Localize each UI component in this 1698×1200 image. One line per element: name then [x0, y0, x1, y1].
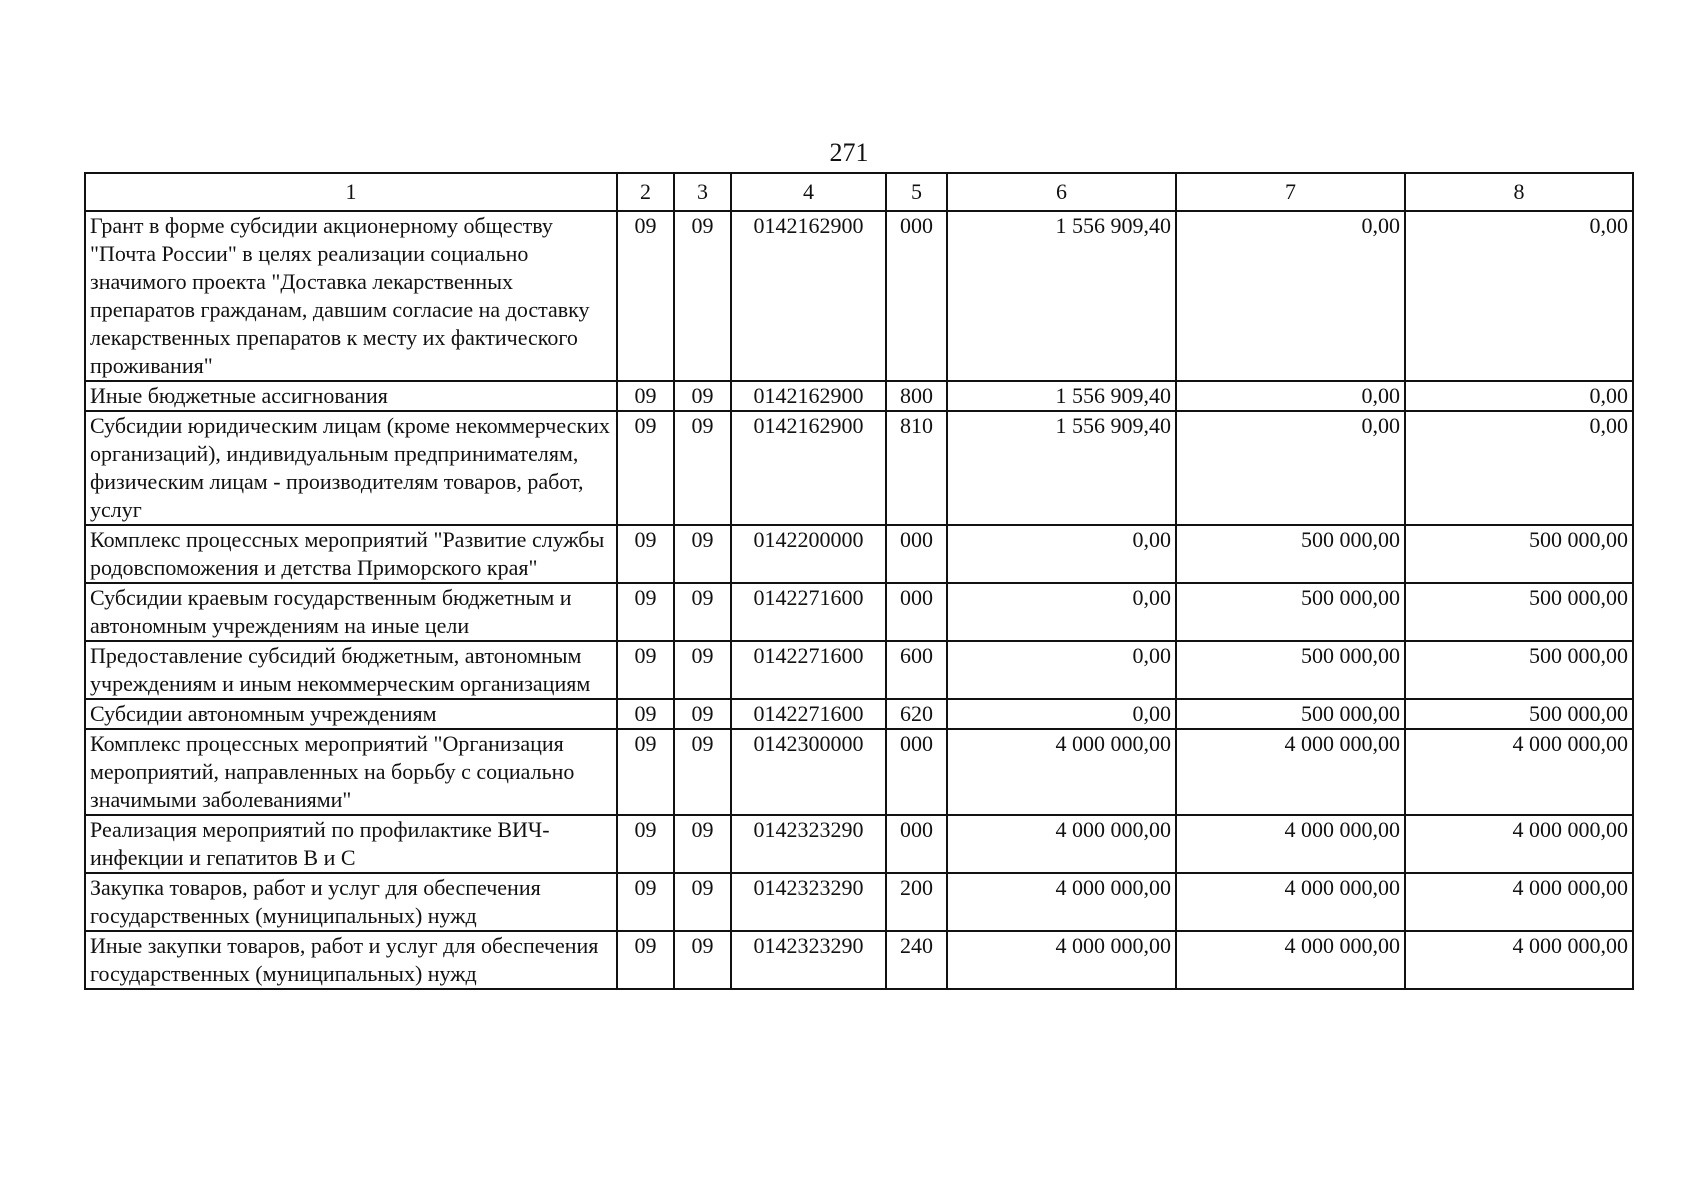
column-header-1: 1 [85, 173, 617, 211]
amount-col-6: 0,00 [947, 583, 1176, 641]
target-article-code: 0142162900 [731, 211, 886, 381]
expense-type-code: 600 [886, 641, 947, 699]
section-code: 09 [617, 873, 674, 931]
amount-col-7: 4 000 000,00 [1176, 815, 1405, 873]
subsection-code: 09 [674, 699, 731, 729]
target-article-code: 0142323290 [731, 931, 886, 989]
expense-type-code: 240 [886, 931, 947, 989]
section-code: 09 [617, 211, 674, 381]
section-code: 09 [617, 381, 674, 411]
amount-col-7: 4 000 000,00 [1176, 931, 1405, 989]
row-name: Иные бюджетные ассигнования [85, 381, 617, 411]
row-name: Закупка товаров, работ и услуг для обеспечения государственных (муниципальных) нужд [85, 873, 617, 931]
column-header-3: 3 [674, 173, 731, 211]
amount-col-8: 4 000 000,00 [1405, 931, 1633, 989]
subsection-code: 09 [674, 641, 731, 699]
amount-col-8: 4 000 000,00 [1405, 873, 1633, 931]
target-article-code: 0142271600 [731, 583, 886, 641]
table-row [85, 815, 1633, 873]
expense-type-code: 800 [886, 381, 947, 411]
section-code: 09 [617, 583, 674, 641]
amount-col-7: 500 000,00 [1176, 641, 1405, 699]
amount-col-7: 500 000,00 [1176, 699, 1405, 729]
table-row [85, 381, 1633, 411]
amount-col-6: 4 000 000,00 [947, 873, 1176, 931]
amount-col-6: 4 000 000,00 [947, 815, 1176, 873]
amount-col-8: 4 000 000,00 [1405, 729, 1633, 815]
amount-col-7: 0,00 [1176, 211, 1405, 381]
amount-col-8: 500 000,00 [1405, 525, 1633, 583]
expense-type-code: 000 [886, 211, 947, 381]
expense-type-code: 000 [886, 583, 947, 641]
section-code: 09 [617, 699, 674, 729]
subsection-code: 09 [674, 381, 731, 411]
amount-col-7: 500 000,00 [1176, 583, 1405, 641]
target-article-code: 0142271600 [731, 641, 886, 699]
amount-col-6: 0,00 [947, 525, 1176, 583]
amount-col-6: 1 556 909,40 [947, 411, 1176, 525]
subsection-code: 09 [674, 873, 731, 931]
table-row [85, 525, 1633, 583]
column-header-5: 5 [886, 173, 947, 211]
section-code: 09 [617, 641, 674, 699]
header-row [85, 173, 1633, 211]
target-article-code: 0142323290 [731, 815, 886, 873]
column-header-4: 4 [731, 173, 886, 211]
target-article-code: 0142162900 [731, 381, 886, 411]
page-number: 271 [829, 138, 869, 167]
target-article-code: 0142300000 [731, 729, 886, 815]
column-header-2: 2 [617, 173, 674, 211]
subsection-code: 09 [674, 583, 731, 641]
table-row [85, 411, 1633, 525]
table-row [85, 729, 1633, 815]
amount-col-8: 0,00 [1405, 211, 1633, 381]
amount-col-8: 500 000,00 [1405, 699, 1633, 729]
column-header-8: 8 [1405, 173, 1633, 211]
row-name: Иные закупки товаров, работ и услуг для обеспечения государственных (муниципальных) нужд [85, 931, 617, 989]
row-name: Предоставление субсидий бюджетным, автономным учреждениям и иным некоммерческим организациям [85, 641, 617, 699]
expense-type-code: 810 [886, 411, 947, 525]
subsection-code: 09 [674, 411, 731, 525]
table-row [85, 931, 1633, 989]
amount-col-8: 0,00 [1405, 411, 1633, 525]
amount-col-7: 4 000 000,00 [1176, 873, 1405, 931]
section-code: 09 [617, 525, 674, 583]
amount-col-7: 0,00 [1176, 411, 1405, 525]
section-code: 09 [617, 931, 674, 989]
expense-type-code: 000 [886, 525, 947, 583]
row-name: Субсидии автономным учреждениям [85, 699, 617, 729]
target-article-code: 0142271600 [731, 699, 886, 729]
subsection-code: 09 [674, 931, 731, 989]
amount-col-7: 500 000,00 [1176, 525, 1405, 583]
expense-type-code: 000 [886, 729, 947, 815]
row-name: Субсидии краевым государственным бюджетным и автономным учреждениям на иные цели [85, 583, 617, 641]
target-article-code: 0142162900 [731, 411, 886, 525]
amount-col-8: 500 000,00 [1405, 583, 1633, 641]
subsection-code: 09 [674, 729, 731, 815]
amount-col-6: 4 000 000,00 [947, 931, 1176, 989]
section-code: 09 [617, 729, 674, 815]
expense-type-code: 000 [886, 815, 947, 873]
row-name: Комплекс процессных мероприятий "Развитие службы родовспоможения и детства Приморского края" [85, 525, 617, 583]
table-row [85, 873, 1633, 931]
amount-col-8: 4 000 000,00 [1405, 815, 1633, 873]
expense-type-code: 620 [886, 699, 947, 729]
expense-type-code: 200 [886, 873, 947, 931]
column-header-6: 6 [947, 173, 1176, 211]
budget-table [84, 172, 1634, 990]
target-article-code: 0142323290 [731, 873, 886, 931]
amount-col-6: 0,00 [947, 699, 1176, 729]
amount-col-6: 4 000 000,00 [947, 729, 1176, 815]
amount-col-7: 4 000 000,00 [1176, 729, 1405, 815]
amount-col-8: 500 000,00 [1405, 641, 1633, 699]
row-name: Грант в форме субсидии акционерному обществу "Почта России" в целях реализации социально значимого проекта "Доставка лекарственных препаратов гражданам, давшим согласие на доставку лекарственных препаратов к месту их фактического проживания" [85, 211, 617, 381]
subsection-code: 09 [674, 211, 731, 381]
amount-col-6: 1 556 909,40 [947, 211, 1176, 381]
amount-col-7: 0,00 [1176, 381, 1405, 411]
amount-col-6: 1 556 909,40 [947, 381, 1176, 411]
subsection-code: 09 [674, 815, 731, 873]
subsection-code: 09 [674, 525, 731, 583]
table-row [85, 211, 1633, 381]
table-row [85, 583, 1633, 641]
table-row [85, 699, 1633, 729]
table-row [85, 641, 1633, 699]
row-name: Субсидии юридическим лицам (кроме некоммерческих организаций), индивидуальным предпринимателям, физическим лицам - производителям товаров, работ, услуг [85, 411, 617, 525]
section-code: 09 [617, 411, 674, 525]
section-code: 09 [617, 815, 674, 873]
target-article-code: 0142200000 [731, 525, 886, 583]
column-header-7: 7 [1176, 173, 1405, 211]
amount-col-6: 0,00 [947, 641, 1176, 699]
amount-col-8: 0,00 [1405, 381, 1633, 411]
row-name: Комплекс процессных мероприятий "Организация мероприятий, направленных на борьбу с социально значимыми заболеваниями" [85, 729, 617, 815]
row-name: Реализация мероприятий по профилактике ВИЧ-инфекции и гепатитов В и С [85, 815, 617, 873]
